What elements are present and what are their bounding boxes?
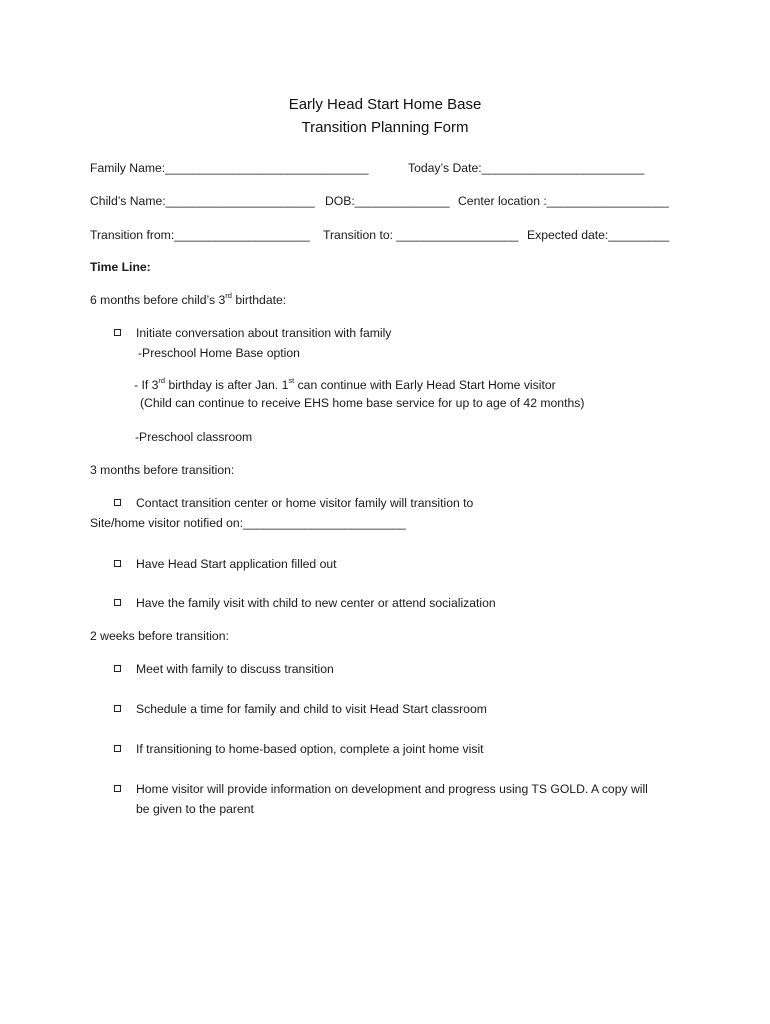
item-birthday-note: [134, 375, 556, 392]
six-months-label: [90, 290, 287, 307]
expected-date-field[interactable]: Expected date:_________: [527, 228, 670, 242]
item-ts-gold-line2: be given to the parent: [136, 802, 254, 816]
birthday-note-text-a: - If 3: [134, 378, 159, 392]
site-notified-field[interactable]: Site/home visitor notified on:________________________: [90, 516, 406, 530]
transition-to-field[interactable]: Transition to: __________________: [323, 228, 519, 242]
checkbox-joint-home-visit[interactable]: [114, 745, 121, 752]
six-months-label-end: birthdate:: [231, 293, 287, 307]
checkbox-schedule-visit[interactable]: [114, 705, 121, 712]
transition-from-field[interactable]: Transition from:____________________: [90, 228, 310, 242]
three-months-label: 3 months before transition:: [90, 463, 235, 477]
ordinal-suffix: st: [288, 375, 295, 385]
childs-name-field[interactable]: Child’s Name:______________________: [90, 194, 315, 208]
birthday-note-text-c: can continue with Early Head Start Home visitor: [294, 378, 556, 392]
checkbox-initiate-conversation[interactable]: [114, 329, 121, 336]
dob-field[interactable]: DOB:______________: [325, 194, 450, 208]
item-joint-home-visit: If transitioning to home-based option, complete a joint home visit: [136, 742, 484, 756]
checkbox-ts-gold[interactable]: [114, 785, 121, 792]
two-weeks-label: 2 weeks before transition:: [90, 629, 229, 643]
item-meet-family: Meet with family to discuss transition: [136, 662, 334, 676]
timeline-heading: Time Line:: [90, 260, 151, 274]
todays-date-field[interactable]: Today’s Date:________________________: [408, 161, 645, 175]
six-months-label-text: 6 months before child’s 3: [90, 293, 226, 307]
ordinal-suffix: rd: [225, 290, 232, 300]
birthday-note-text-b: birthday is after Jan. 1: [165, 378, 289, 392]
item-initiate-conversation: Initiate conversation about transition with family: [136, 326, 392, 340]
form-title-line2: Transition Planning Form: [301, 119, 469, 136]
checkbox-family-visit[interactable]: [114, 599, 121, 606]
item-age-note: (Child can continue to receive EHS home base service for up to age of 42 months): [140, 396, 585, 410]
item-schedule-visit: Schedule a time for family and child to visit Head Start classroom: [136, 702, 487, 716]
family-name-field[interactable]: Family Name:______________________________: [90, 161, 369, 175]
item-head-start-application: Have Head Start application filled out: [136, 557, 337, 571]
checkbox-meet-family[interactable]: [114, 665, 121, 672]
item-family-visit: Have the family visit with child to new center or attend socialization: [136, 596, 496, 610]
center-location-field[interactable]: Center location :__________________: [458, 194, 669, 208]
checkbox-contact-center[interactable]: [114, 499, 121, 506]
checkbox-head-start-application[interactable]: [114, 560, 121, 567]
item-preschool-home-base: -Preschool Home Base option: [138, 346, 300, 360]
item-contact-center: Contact transition center or home visitor family will transition to: [136, 496, 474, 510]
form-title-line1: Early Head Start Home Base: [288, 96, 482, 113]
item-ts-gold-line1: Home visitor will provide information on development and progress using TS GOLD. A copy will: [136, 782, 648, 796]
ordinal-suffix: rd: [158, 375, 166, 385]
item-preschool-classroom: -Preschool classroom: [135, 430, 253, 444]
